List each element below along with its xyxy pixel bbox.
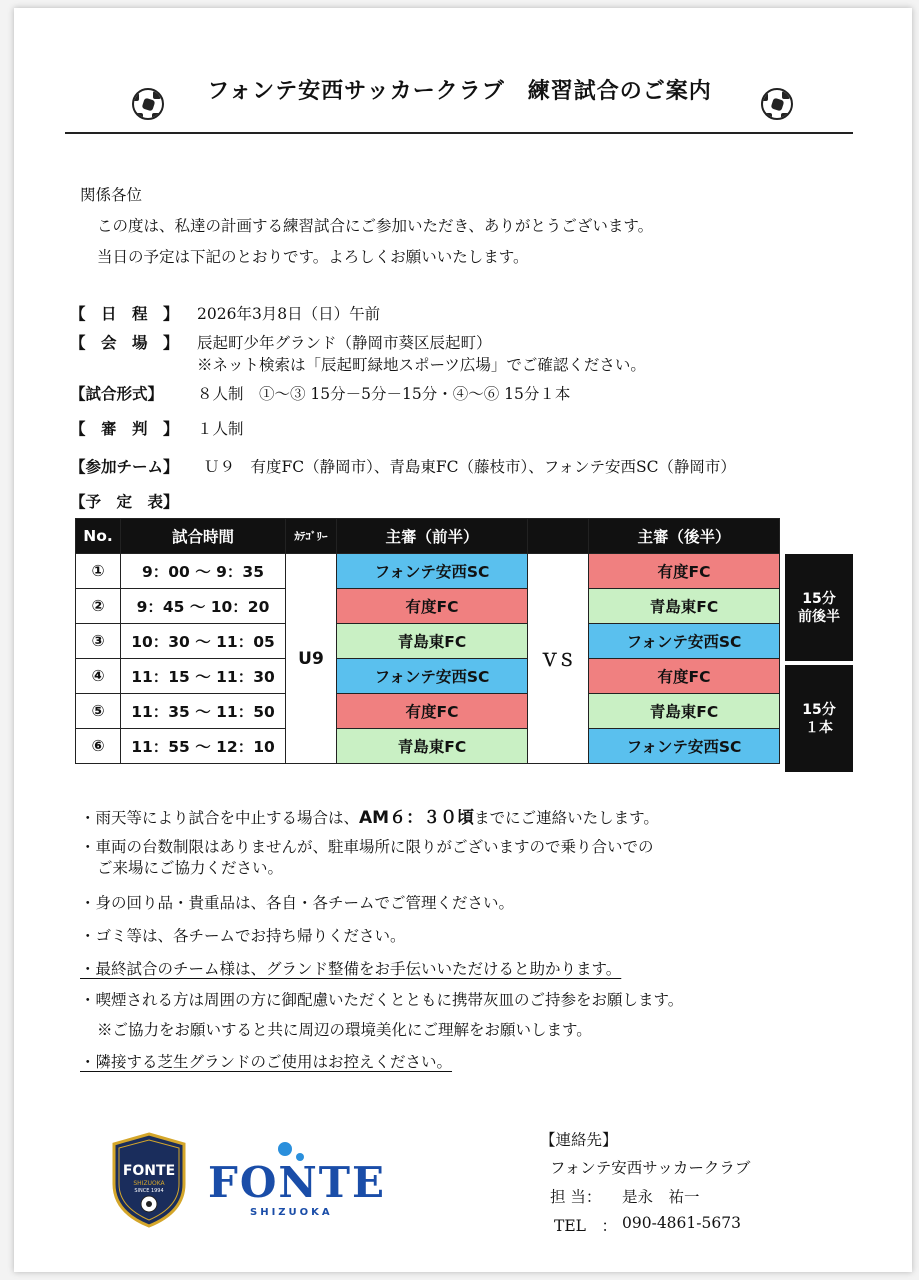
- referee-label: 【 審 判 】: [70, 419, 179, 438]
- venue-value: 辰起町少年グランド（静岡市葵区辰起町）: [197, 334, 492, 352]
- header-no: No.: [76, 519, 121, 554]
- note-rain-a: ・雨天等により試合を中止する場合は、: [80, 809, 360, 827]
- note-rain-c: までにご連絡いたします。: [474, 809, 659, 827]
- match-no: ③: [76, 624, 121, 659]
- table-row: [76, 694, 780, 729]
- contact-person: 是永 祐一: [622, 1188, 700, 1206]
- note-smoking-sub: ※ご協力をお願いすると共に周辺の環境美化にご理解をお願いします。: [97, 1021, 592, 1039]
- referee-second: 青島東FC: [589, 589, 780, 624]
- table-row: [76, 624, 780, 659]
- emblem-since: SINCE 1994: [134, 1188, 164, 1194]
- contact-person-label: 担 当：: [550, 1188, 602, 1206]
- title-divider: [65, 132, 853, 134]
- vs-cell: ＶＳ: [528, 554, 589, 764]
- duration-note-single-line2: １本: [805, 719, 833, 736]
- referee-first: 青島東FC: [337, 624, 528, 659]
- match-time: 9：45 ～ 10：20: [121, 589, 286, 624]
- note-parking-1: ・車両の台数制限はありませんが、駐車場所に限りがございますので乗り合いでの: [80, 838, 654, 856]
- contact-club: フォンテ安西サッカークラブ: [550, 1159, 751, 1177]
- duration-note-single-line1: 15分: [802, 701, 836, 718]
- schedule-table: [75, 518, 780, 764]
- table-row: [76, 589, 780, 624]
- referee-first: 有度FC: [337, 589, 528, 624]
- table-row: [76, 554, 780, 589]
- table-row: [76, 659, 780, 694]
- referee-second: 有度FC: [589, 554, 780, 589]
- match-time: 11：15 ～ 11：30: [121, 659, 286, 694]
- emblem-sub: SHIZUOKA: [133, 1180, 165, 1187]
- emblem-text: FONTE: [122, 1163, 176, 1179]
- duration-note-halves: [785, 554, 853, 661]
- logo-dot-icon: [278, 1142, 292, 1156]
- header-referee-second: 主審（後半）: [589, 519, 780, 554]
- schedule-label: 【予 定 表】: [70, 492, 179, 511]
- note-valuables: ・身の回り品・貴重品は、各自・各チームでご管理ください。: [80, 894, 515, 912]
- referee-second: フォンテ安西SC: [589, 624, 780, 659]
- venue-note: ※ネット検索は「辰起町緑地スポーツ広場」でご確認ください。: [197, 356, 646, 374]
- format-label: 【試合形式】: [70, 384, 164, 403]
- match-no: ④: [76, 659, 121, 694]
- referee-second: 青島東FC: [589, 694, 780, 729]
- referee-first: フォンテ安西SC: [337, 554, 528, 589]
- note-rain-time: AM６：３０頃: [359, 808, 475, 828]
- note-smoking: ・喫煙される方は周囲の方に御配慮いただくとともに携帯灰皿のご持参をお願します。: [80, 991, 684, 1009]
- club-wordmark: FONTE: [208, 1158, 387, 1207]
- intro-line-1: この度は、私達の計画する練習試合にご参加いただき、ありがとうございます。: [97, 217, 654, 235]
- salutation: 関係各位: [80, 186, 143, 204]
- header-time: 試合時間: [121, 519, 286, 554]
- referee-second: フォンテ安西SC: [589, 729, 780, 764]
- contact-tel-label: TEL ：: [554, 1217, 617, 1235]
- referee-value: １人制: [197, 420, 244, 438]
- match-no: ⑤: [76, 694, 121, 729]
- note-lawn: ・隣接する芝生グランドのご使用はお控えください。: [80, 1053, 453, 1071]
- header-vs: [528, 519, 589, 554]
- page-title: フォンテ安西サッカークラブ 練習試合のご案内: [207, 79, 712, 104]
- duration-note-halves-line1: 15分: [802, 590, 836, 607]
- header-category: ｶﾃｺﾞﾘｰ: [286, 519, 337, 554]
- referee-second: 有度FC: [589, 659, 780, 694]
- format-value: ８人制 ①～③ 15分－5分－15分・④～⑥ 15分１本: [197, 385, 571, 403]
- duration-note-single: [785, 664, 853, 772]
- schedule-header-row: [76, 519, 780, 554]
- date-value: 2026年3月8日（日）午前: [197, 305, 381, 323]
- date-label: 【 日 程 】: [70, 304, 179, 323]
- note-ground-maintenance: ・最終試合のチーム様は、グランド整備をお手伝いいただけると助かります。: [80, 960, 622, 978]
- note-parking-2: ご来場にご協力ください。: [97, 859, 284, 877]
- table-row: [76, 729, 780, 764]
- venue-label: 【 会 場 】: [70, 333, 179, 352]
- header-referee-first: 主審（前半）: [337, 519, 528, 554]
- match-time: 10：30 ～ 11：05: [121, 624, 286, 659]
- contact-heading: 【連絡先】: [540, 1131, 618, 1149]
- match-no: ⑥: [76, 729, 121, 764]
- referee-first: 有度FC: [337, 694, 528, 729]
- note-rain: [80, 803, 659, 828]
- duration-note-halves-line2: 前後半: [798, 608, 840, 625]
- teams-value: Ｕ９ 有度FC（静岡市）、青島東FC（藤枝市）、フォンテ安西SC（静岡市）: [204, 458, 736, 476]
- note-garbage: ・ゴミ等は、各チームでお持ち帰りください。: [80, 927, 406, 945]
- referee-first: フォンテ安西SC: [337, 659, 528, 694]
- match-no: ②: [76, 589, 121, 624]
- intro-line-2: 当日の予定は下記のとおりです。よろしくお願いいたします。: [97, 248, 529, 266]
- contact-tel: 090-4861-5673: [622, 1214, 741, 1232]
- teams-label: 【参加チーム】: [70, 457, 179, 476]
- club-wordmark-sub: SHIZUOKA: [250, 1207, 333, 1218]
- match-time: 11：55 ～ 12：10: [121, 729, 286, 764]
- referee-first: 青島東FC: [337, 729, 528, 764]
- match-no: ①: [76, 554, 121, 589]
- match-time: 11：35 ～ 11：50: [121, 694, 286, 729]
- category-cell: U9: [286, 554, 337, 764]
- match-time: 9：00 ～ 9：35: [121, 554, 286, 589]
